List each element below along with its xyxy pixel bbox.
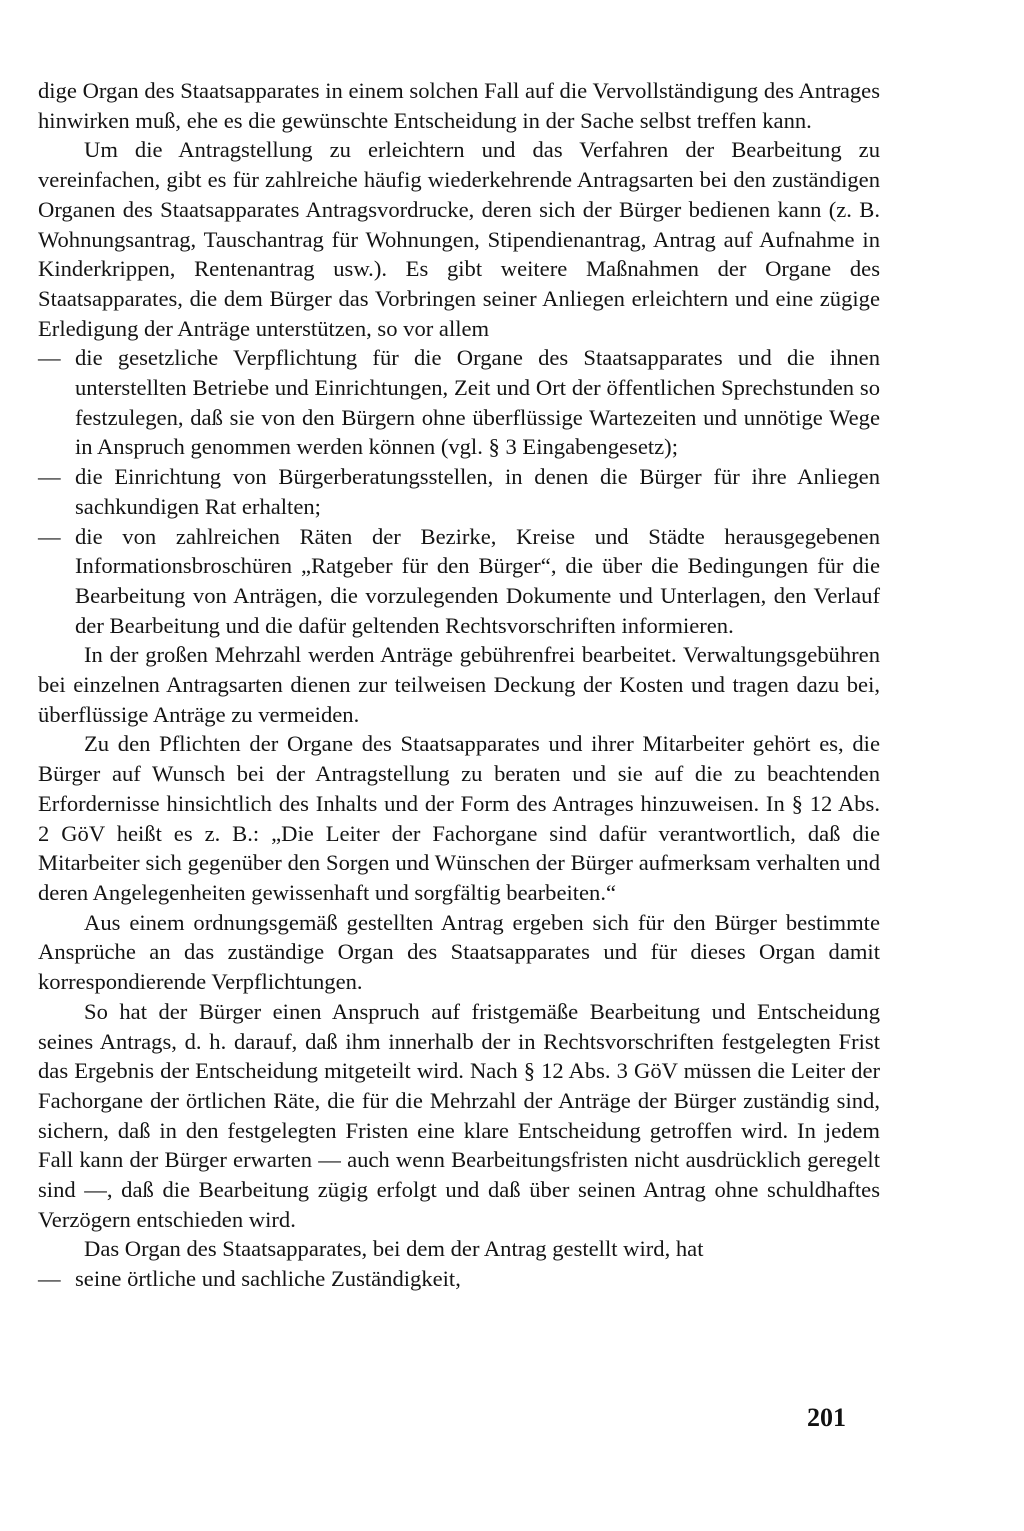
list-item-text: die von zahlreichen Räten der Bezirke, Kreise und Städte herausgegebenen Informationsbroschüren „Ratgeber für den Bürger“, die über die Bedingungen für die Bearbeitung von Anträgen, die vorzulegenden Dokumente und Unterlagen, den Verlauf der Bearbeitung und die dafür geltenden Rechtsvorschriften informieren. (75, 523, 880, 638)
list-item-sprechstunden (38, 343, 880, 462)
list-item-text: die Einrichtung von Bürgerberatungsstellen, in denen die Bürger für ihre Anliegen sachkundigen Rat erhalten; (75, 464, 880, 519)
list-item-buergerberatungsstellen (38, 462, 880, 521)
dash-marker: — (38, 464, 61, 490)
page-body (38, 76, 880, 1294)
paragraph-pflichten: Zu den Pflichten der Organe des Staatsapparates und ihrer Mitarbeiter gehört es, die Bürger auf Wunsch bei der Antragstellung zu beraten und sie auf die zu beachtenden Erfordernisse hinsichtlich des Inhalts und der Form des Antrages hinzuweisen. In § 12 Abs. 2 GöV heißt es z. B.: „Die Leiter der Fachorgane sind dafür verantwortlich, daß die Mitarbeiter sich gegenüber den Sorgen und Wünschen der Bürger aufmerksam verhalten und deren Angelegenheiten gewissenhaft und sorgfältig bearbeiten.“ (38, 731, 880, 905)
measures-list (38, 343, 880, 640)
paragraph-ansprueche: Aus einem ordnungsgemäß gestellten Antrag ergeben sich für den Bürger bestimmte Ansprüche an das zuständige Organ des Staatsapparates und für dieses Organ damit korrespondierende Verpflichtungen. (38, 909, 880, 995)
page-number: 201 (807, 1403, 846, 1432)
paragraph-continuation: dige Organ des Staatsapparates in einem solchen Fall auf die Vervollständigung des Antrages hinwirken muß, ehe es die gewünschte Entscheidung in der Sache selbst treffen kann. (38, 78, 880, 133)
paragraph-fristen: So hat der Bürger einen Anspruch auf fristgemäße Bearbeitung und Entscheidung seines Antrags, d. h. darauf, daß ihm innerhalb der in Rechtsvorschriften festgelegten Frist das Ergebnis der Entscheidung mitgeteilt wird. Nach § 12 Abs. 3 GöV müssen die Leiter der Fachorgane der örtlichen Räte, die für die Mehrzahl der Anträge der Bürger zuständig sind, sichern, daß in den festgelegten Fristen eine klare Entscheidung getroffen wird. In jedem Fall kann der Bürger erwarten — auch wenn Bearbeitungsfristen nicht ausdrücklich geregelt sind —, daß die Bearbeitung zügig erfolgt und daß über seinen Antrag ohne schuldhaftes Verzögern entschieden wird. (38, 998, 880, 1232)
dash-marker: — (38, 1266, 61, 1292)
list-item-text: die gesetzliche Verpflichtung für die Organe des Staatsapparates und die ihnen unterstellten Betriebe und Einrichtungen, Zeit und Ort der öffentlichen Sprechstunden so festzulegen, daß sie von den Bürgern ohne überflüssige Wartezeiten und unnötige Wege in Anspruch genommen werden können (vgl. § 3 Eingabengesetz); (75, 345, 880, 460)
dash-marker: — (38, 523, 61, 549)
dash-marker: — (38, 345, 61, 371)
list-item-text: seine örtliche und sachliche Zuständigkeit, (75, 1266, 461, 1292)
list-item-informationsbroschueren (38, 522, 880, 641)
list-item-zustaendigkeit (38, 1264, 880, 1294)
paragraph-gebuehren: In der großen Mehrzahl werden Anträge gebührenfrei bearbeitet. Verwaltungsgebühren bei einzelnen Antragsarten dienen zur teilweisen Deckung der Kosten und tragen dazu bei, überflüssige Anträge zu vermeiden. (38, 642, 880, 727)
paragraph-antragsvordrucke: Um die Antragstellung zu erleichtern und das Verfahren der Bearbeitung zu vereinfachen, gibt es für zahlreiche häufig wiederkehrende Antragsarten bei den zuständigen Organen des Staatsapparates Antragsvordrucke, deren sich der Bürger bedienen kann (z. B. Wohnungsantrag, Tauschantrag für Wohnungen, Stipendienantrag, Antrag auf Aufnahme in Kinderkrippen, Rentenantrag usw.). Es gibt weitere Maßnahmen der Organe des Staatsapparates, die dem Bürger das Vorbringen seiner Anliegen erleichtern und eine zügige Erledigung der Anträge unterstützen, so vor allem (38, 137, 880, 341)
paragraph-organ-hat: Das Organ des Staatsapparates, bei dem der Antrag gestellt wird, hat (84, 1236, 704, 1262)
duties-list (38, 1264, 880, 1294)
